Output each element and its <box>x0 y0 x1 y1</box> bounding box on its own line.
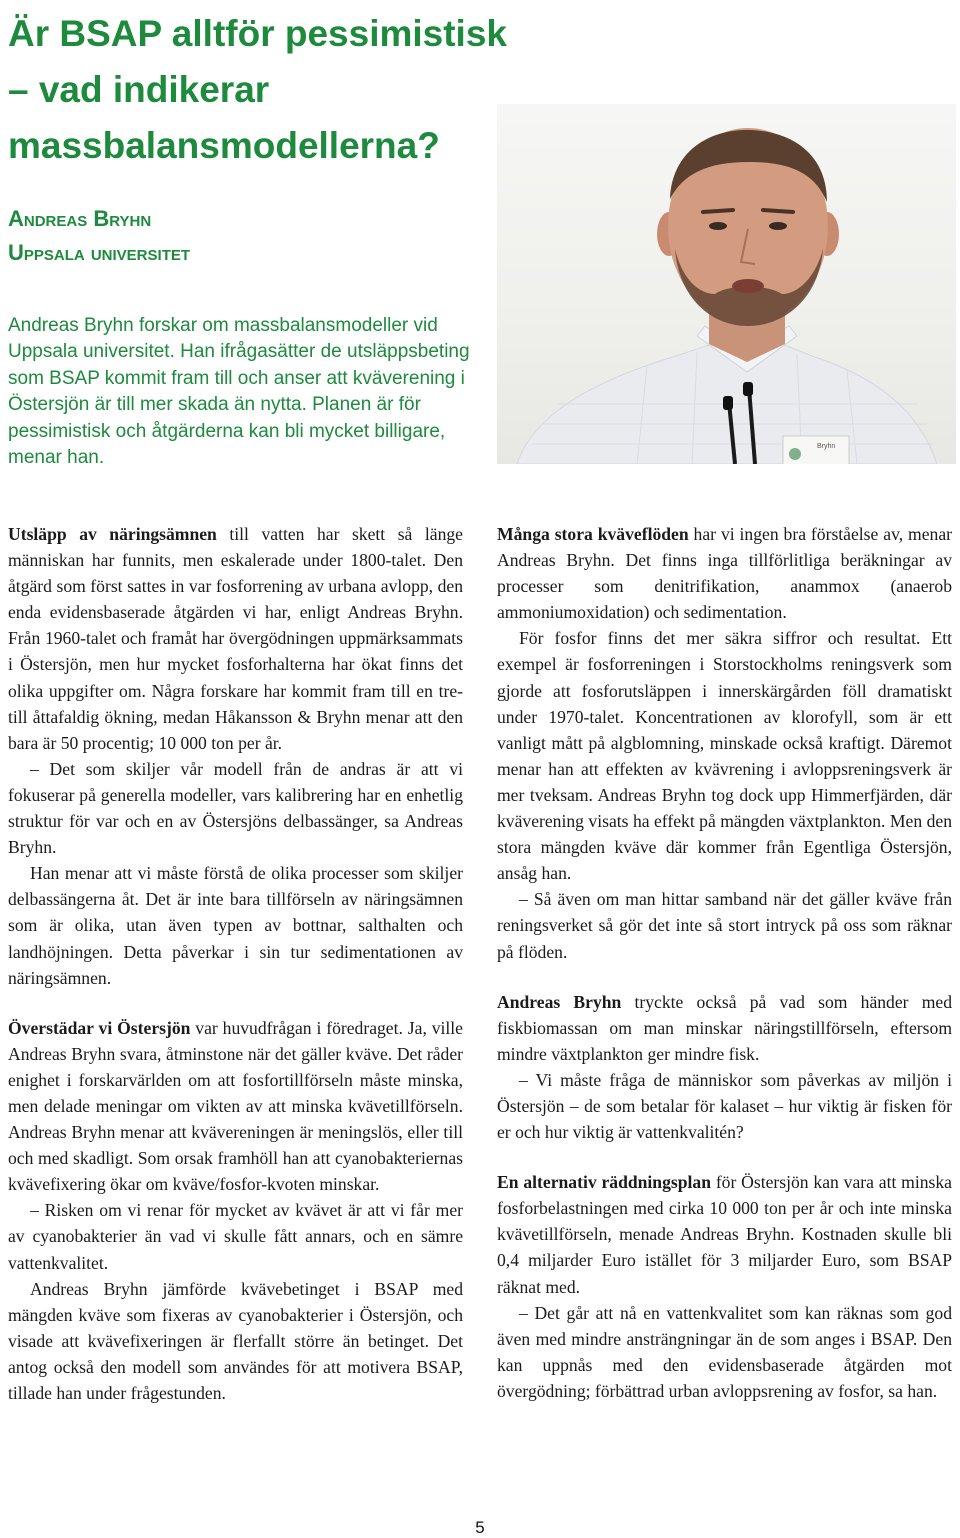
paragraph-text: tryckte också på vad som händer med fiskbiomassan om man minskar näringstillförseln, eftersom mindre växtplankton ger mindre fisk. <box>497 991 952 1064</box>
speaker-photo <box>497 104 956 464</box>
paragraph-text: för Östersjön kan vara att minska fosforbelastningen med cirka 10 000 ton per år och inte minska kvävetillförseln, menade Andreas Bryhn. Kostnaden skulle bli 0,4 miljarder Euro istället för 3 miljarder Euro, som BSAP räknat med. <box>497 1172 952 1297</box>
paragraph <box>497 989 952 1067</box>
article-intro: Andreas Bryhn forskar om massbalansmodeller vid Uppsala universitet. Han ifrågasätter de utsläppsbeting som BSAP kommit fram till och anser att kväverening i Östersjön är till mer skada än nytta. Planen är för pessimistisk och åtgärderna kan bli mycket billigare, menar han. <box>8 315 470 469</box>
paragraph-lead: Överstädar vi Östersjön <box>8 1017 191 1038</box>
paragraph-lead: Andreas Bryhn <box>497 991 622 1012</box>
article-title <box>8 6 568 174</box>
paragraph: Andreas Bryhn jämförde kvävebetinget i BSAP med mängden kväve som fixeras av cyanobakterier i Östersjön, och visade att kvävefixeringen är flerfallt större än betinget. Det antog också den modell som användes för att motivera BSAP, tillade han under frågestunden. <box>8 1278 463 1403</box>
author-name: Andreas Bryhn <box>8 206 152 231</box>
badge-label: Bryhn <box>817 443 836 450</box>
paragraph: – Vi måste fråga de människor som påverkas av miljön i Östersjön – de som betalar för kalaset – hur viktig är fisken för er och hur viktig är vattenkvalitén? <box>497 1069 952 1143</box>
paragraph: – Det som skiljer vår modell från de andras är att vi fokuserar på generella modeller, vars kalibrering har en enhetlig struktur för var och en av Östersjöns delbassänger, sa Andreas Bryhn. <box>8 758 463 858</box>
byline <box>8 202 468 270</box>
right-column <box>497 521 952 1404</box>
paragraph: – Risken om vi renar för mycket av kvävet är att vi får mer av cyanobakterier än vad vi skulle fått annars, och en sämre vattenkvalitet. <box>8 1200 463 1273</box>
title-line: – vad indikerar <box>8 69 270 110</box>
paragraph: – Det går att nå en vattenkvalitet som kan räknas som god även med mindre ansträngningar än de som anges i BSAP. Den kan uppnås med den evidensbaserade åtgärden mot övergödning; förbättrad urban avloppsrening av fosfor, sa han. <box>497 1302 952 1401</box>
paragraph-lead: Utsläpp av näringsämnen <box>8 524 217 544</box>
title-line: Är BSAP alltför pessimistisk <box>8 13 507 54</box>
paragraph <box>497 1169 952 1299</box>
paragraph: – Så även om man hittar samband när det gäller kväve från reningsverket så gör det inte så stort intryck på oss som räknar på flöden. <box>497 889 952 962</box>
page-number: 5 <box>475 1518 485 1537</box>
paragraph <box>497 521 952 625</box>
paragraph-text: till vatten har skett så länge människan har funnits, men eskalerade under 1800-talet. Den åtgärd som först sattes in var fosforrening av urbana avlopp, den enda evidensbaserade åtgärden vi har, enligt Andreas Bryhn. Från 1960-talet och framåt har övergödningen uppmärksammats i Östersjön, men hur mycket fosforhalterna har ökat finns det olika uppgifter om. Några forskare har kommit fram till en tre- till åttafaldig ökning, medan Håkansson & Bryhn menar att den bara är 50 procentig; 10 000 ton per år. <box>8 524 463 753</box>
paragraph-lead: Många stora kväveflöden <box>497 524 689 544</box>
paragraph <box>8 1015 463 1198</box>
paragraph-text: har vi ingen bra förståelse av, menar Andreas Bryhn. Det finns inga tillförlitliga beräkningar av processer som denitrifikation, anammox (anaerob ammoniumoxidation) och sedimentation. <box>497 524 952 623</box>
paragraph-lead: En alternativ räddningsplan <box>497 1172 711 1193</box>
title-line: massbalansmodellerna? <box>8 125 440 166</box>
paragraph: Han menar att vi måste förstå de olika processer som skiljer delbassängerna åt. Det är inte bara tillförseln av näringsämnen som är olika, utan även typen av bottnar, salthalten och landhöjningen. Detta påverkar i sin tur sedimentationen av näringsämnen. <box>8 863 463 988</box>
paragraph: För fosfor finns det mer säkra siffror och resultat. Ett exempel är fosforreningen i Storstockholms reningsverk som gjorde att fosforutsläppen i innerskärgården föll dramatiskt under 1970-talet. Koncentrationen av klorofyll, som är ett vanligt mått på algblomning, minskade också kraftigt. Däremot menar han att effekten av kvävrening i avloppsreningsverk är mer tveksam. Andreas Bryhn tog dock upp Himmerfjärden, där kväverening visats ha effekt på mängden växtplankton. Men den stora mängden kväve där kommer från Egentliga Östersjön, ansåg han. <box>497 628 952 884</box>
paragraph <box>8 521 463 756</box>
paragraph-text: var huvudfrågan i föredraget. Ja, ville Andreas Bryhn svara, åtminstone när det gäller kväve. Det råder enighet i forskarvärlden om att fosfortillförseln måste minska, men delade meningar om vikten av att minska kvävetillförseln. Andreas Bryhn menar att kvävereningen är meningslös, eller till och med skadligt. Som orsak framhöll han att cyanobakteriernas kvävefixering ökar om kväve/fosfor-kvoten minskar. <box>8 1017 463 1195</box>
left-column <box>8 521 463 1406</box>
author-affiliation: Uppsala universitet <box>8 240 191 265</box>
